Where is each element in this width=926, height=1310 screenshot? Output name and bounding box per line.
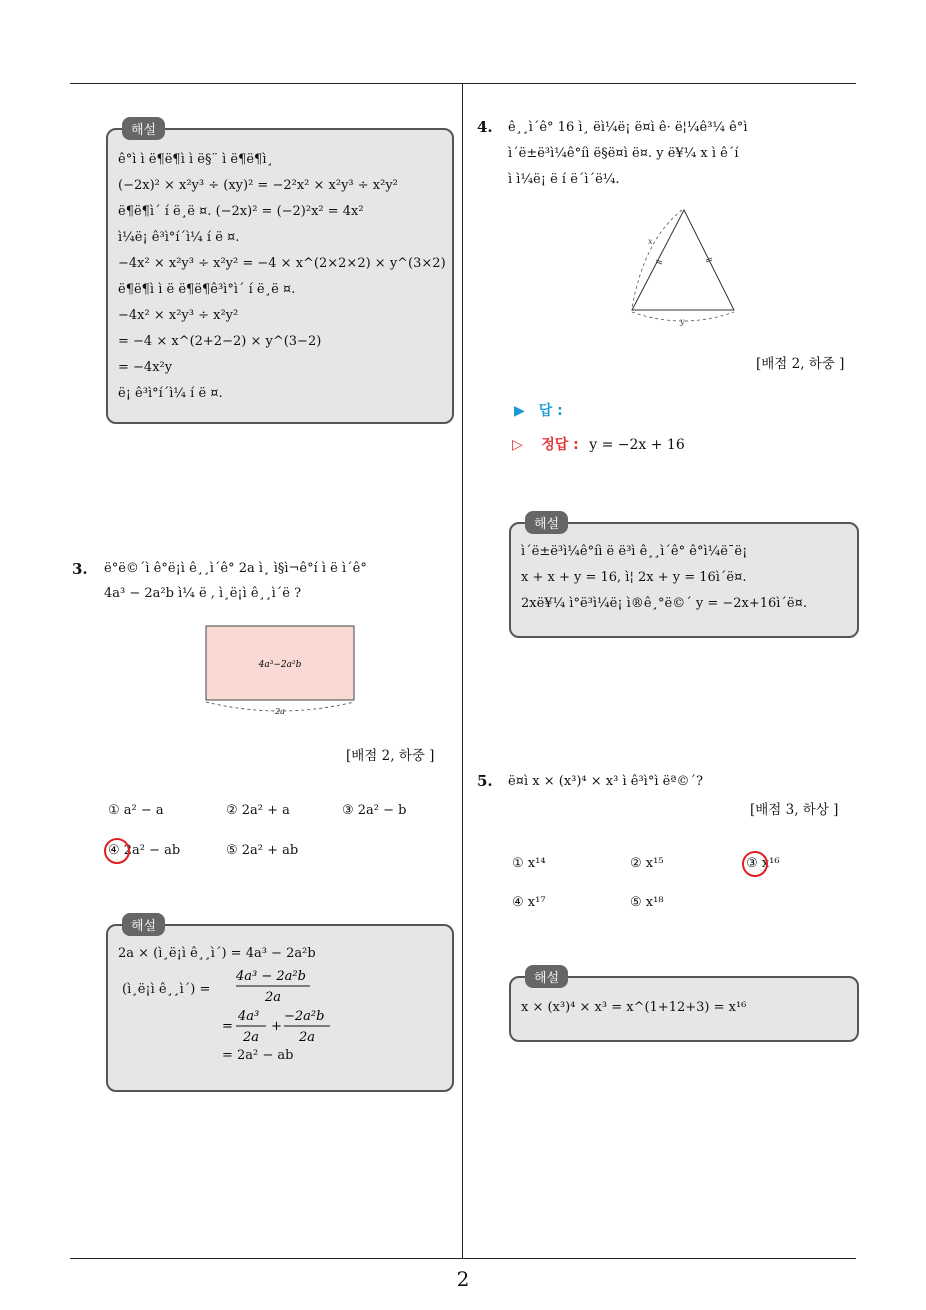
rectangle-width-label: 2a (275, 707, 285, 716)
solution-line: = −4x²y (118, 360, 173, 375)
solution-line: = −4 × x^(2+2−2) × y^(3−2) (118, 334, 322, 349)
answer-row (514, 400, 563, 420)
solution-box-q4 (509, 517, 859, 638)
solution-line: 2xë¥¼ ì°ë³ì¼ë¡ ì®ê¸°ë©´ y = −2x+16ì´ë¤. (521, 596, 808, 611)
triangle-bullet-icon: ▶ (514, 403, 525, 419)
selected-answer-mark (104, 838, 130, 864)
equals-sign: = (222, 1019, 233, 1034)
choice-option[interactable]: ② x¹⁵ (630, 856, 664, 871)
question-text: ë°ë©´ì ê°ë¡ì ê¸¸ì´ê° 2a ì¸ ì§ì¬ê°í ì ë ì´ê° (104, 561, 367, 576)
solution-line: (ì¸ë¡ì ê¸¸ì´) = (122, 982, 211, 997)
rectangle-area-label: 4a³−2a²b (258, 660, 302, 670)
choice-option[interactable]: ④ 2a² − ab (108, 843, 181, 858)
solution-tag: 해설 (122, 117, 165, 140)
solution-line: ë¡ ê³ì°í´ì¼ í ë ¤. (118, 386, 223, 401)
triangle-base-label: y (680, 317, 685, 326)
rectangle-figure (196, 618, 366, 718)
choice-option[interactable]: ⑤ 2a² + ab (226, 843, 299, 858)
solution-line: (−2x)² × x²y³ ÷ (xy)² = −2²x² × x²y³ ÷ x²y² (118, 178, 398, 193)
question-number: 3. (72, 560, 88, 578)
solution-box-q3 (106, 919, 454, 1092)
solution-line: = 2a² − ab (222, 1048, 294, 1063)
triangle-side-label: x (648, 237, 653, 246)
choice-option[interactable]: ④ x¹⁷ (512, 895, 546, 910)
choice-option[interactable]: ③ x¹⁶ (746, 856, 780, 871)
fraction-numerator: −2a²b (284, 1009, 325, 1024)
question-text: ë¤ì x × (x³)⁴ × x³ ì ê³ì°ì ëª©´? (508, 774, 703, 789)
correct-answer-row (512, 434, 685, 454)
choice-option[interactable]: ⑤ x¹⁸ (630, 895, 664, 910)
fraction-denominator: 2a (242, 1030, 260, 1045)
score-label: [배점 2, 하중 ] (756, 356, 845, 372)
solution-tag: 해설 (122, 913, 165, 936)
column-divider (462, 84, 463, 1258)
fraction-numerator: 4a³ − 2a²b (236, 969, 306, 984)
fraction-denominator: 2a (264, 990, 282, 1005)
page-number: 2 (456, 1267, 470, 1291)
question-text: ì´ë±ë³ì¼ê°íì ë§ë¤ì ë¤. y ë¥¼ x ì ê´í (508, 146, 739, 161)
plus-sign: + (271, 1019, 282, 1034)
solution-line: ë¶ë¶ì´ í ë¸ë ¤. (−2x)² = (−2)²x² = 4x² (118, 204, 364, 219)
choice-option[interactable]: ② 2a² + a (226, 803, 290, 818)
solution-line: x + x + y = 16, ì¦ 2x + y = 16ì´ë¤. (521, 570, 747, 585)
top-rule (70, 83, 856, 84)
fraction-denominator: 2a (298, 1030, 316, 1045)
choice-option[interactable]: ① a² − a (108, 803, 164, 818)
solution-tag: 해설 (525, 511, 568, 534)
solution-line: ê°ì ì ë¶ë¶ì ì ë§¨ ì ë¶ë¶ì¸ (118, 152, 273, 167)
fraction-numerator: 4a³ (238, 1009, 260, 1024)
selected-answer-mark (742, 851, 768, 877)
solution-line: −4x² × x²y³ ÷ x²y² (118, 308, 239, 323)
question-number: 5. (477, 772, 493, 790)
solution-line: x × (x³)⁴ × x³ = x^(1+12+3) = x¹⁶ (521, 1000, 747, 1015)
score-label: [배점 2, 하중 ] (346, 748, 435, 764)
score-label: [배점 3, 하상 ] (750, 802, 839, 818)
correct-answer-value: y = −2x + 16 (589, 437, 685, 453)
solution-tag: 해설 (525, 965, 568, 988)
bottom-rule (70, 1258, 856, 1259)
solution-line: ì¼ë¡ ê³ì°í´ì¼ í ë ¤. (118, 230, 240, 245)
solution-line: 2a × (ì¸ë¡ì ê¸¸ì´) = 4a³ − 2a²b (118, 946, 316, 961)
solution-line: ë¶ë¶ì ì ë ë¶ë¶ê³ì°ì´ í ë¸ë ¤. (118, 282, 296, 297)
solution-box-q2 (106, 123, 454, 424)
solution-line: ì´ë±ë³ì¼ê°íì ë ë³ì ê¸¸ì´ê° ê°ì¼ë¯ë¡ (521, 544, 748, 559)
choice-option[interactable]: ③ 2a² − b (342, 803, 407, 818)
solution-box-q5 (509, 971, 859, 1042)
question-text: ê¸¸ì´ê° 16 ì¸ ëì¼ë¡ ë¤ì ê· ë¦¼ê³¼ ê°ì (508, 120, 748, 135)
correct-answer-label: 정답 : (541, 437, 579, 453)
choice-option[interactable]: ① x¹⁴ (512, 856, 546, 871)
question-number: 4. (477, 118, 493, 136)
question-text: ì ì¼ë¡ ë í ë´ì´ë¼. (508, 172, 620, 187)
solution-line: −4x² × x²y³ ÷ x²y² = −4 × x^(2×2×2) × y^(3×2) (118, 256, 446, 271)
question-text: 4a³ − 2a²b ì¼ ë , ì¸ë¡ì ê¸¸ì´ë ? (104, 586, 302, 601)
solution-fractions (222, 968, 396, 1058)
triangle-figure (620, 200, 750, 330)
answer-label: 답 : (538, 403, 563, 419)
triangle-outline-icon: ▷ (512, 437, 523, 453)
